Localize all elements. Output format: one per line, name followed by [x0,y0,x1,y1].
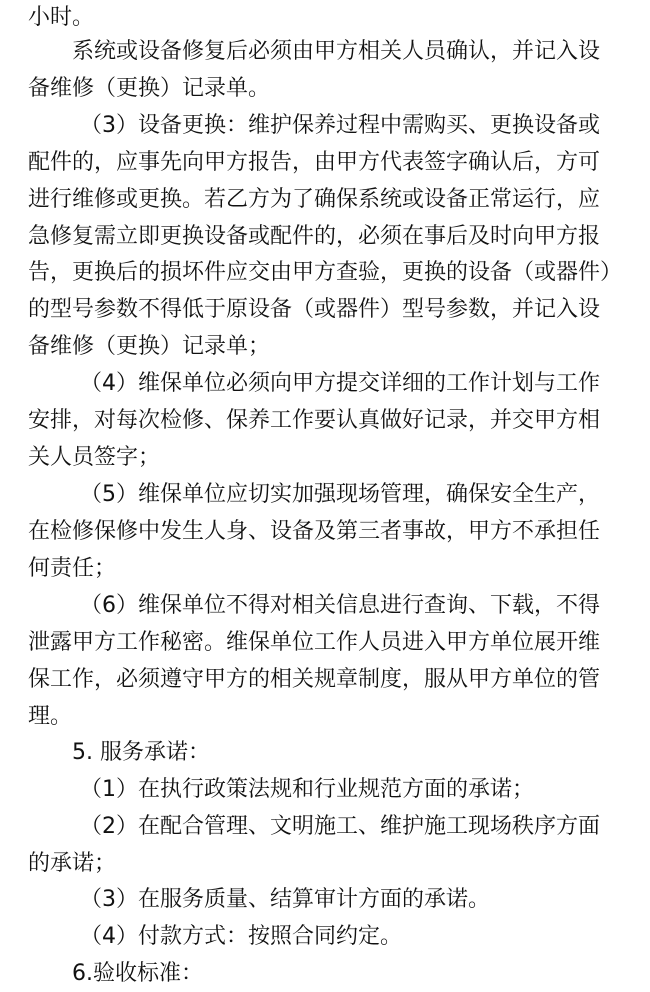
text-line: （4）付款方式：按照合同约定。 [80,924,402,949]
text-line: 保工作，必须遵守甲方的相关规章制度，服从甲方单位的管 [28,667,601,692]
text-line: 关人员签字； [28,445,161,470]
text-line: 理。 [28,704,73,729]
text-line: 备维修（更换）记录单； [28,334,271,359]
text-line: （2）在配合管理、文明施工、维护施工现场秩序方面 [80,814,600,839]
text-line: （6）维保单位不得对相关信息进行查询、下载，不得 [80,593,600,618]
text-line: 备维修（更换）记录单。 [28,76,271,101]
text-line: 安排，对每次检修、保养工作要认真做好记录，并交甲方相 [28,408,601,433]
text-line: （5）维保单位应切实加强现场管理，确保安全生产， [80,482,600,507]
section-heading: 5. 服务承诺： [72,740,210,765]
text-line: 泄露甲方工作秘密。维保单位工作人员进入甲方单位展开维 [28,630,601,655]
text-line: 进行维修或更换。若乙方为了确保系统或设备正常运行，应 [28,187,601,212]
text-line: （3）设备更换：维护保养过程中需购买、更换设备或 [80,113,600,138]
text-line: （4）维保单位必须向甲方提交详细的工作计划与工作 [80,371,600,396]
text-line: 系统或设备修复后必须由甲方相关人员确认，并记入设 [72,39,601,64]
text-line: 告，更换后的损坏件应交由甲方查验，更换的设备（或器件） [28,260,623,285]
text-line: 在检修保修中发生人身、设备及第三者事故，甲方不承担任 [28,519,601,544]
text-line: 小时。 [28,5,95,30]
text-line: 急修复需立即更换设备或配件的，必须在事后及时向甲方报 [28,224,601,249]
text-line: （3）在服务质量、结算审计方面的承诺。 [80,887,490,912]
section-heading: 6.验收标准： [72,961,203,986]
text-line: 的型号参数不得低于原设备（或器件）型号参数，并记入设 [28,297,601,322]
text-line: （1）在执行政策法规和行业规范方面的承诺； [80,777,534,802]
text-line: 何责任； [28,556,117,581]
text-line: 配件的，应事先向甲方报告，由甲方代表签字确认后，方可 [28,150,601,175]
text-line: 的承诺； [28,851,117,876]
